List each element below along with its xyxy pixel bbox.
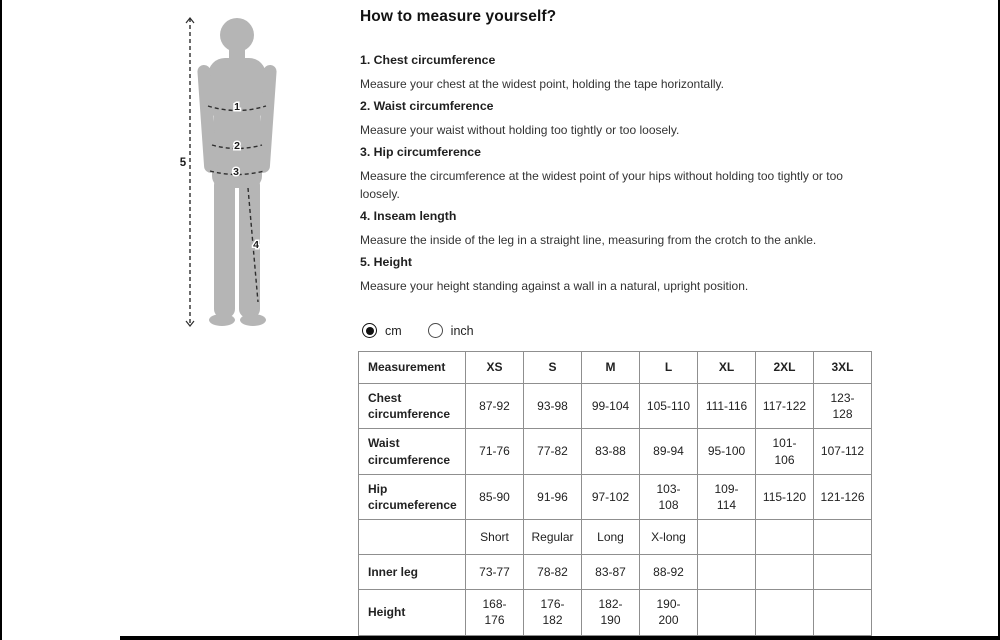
- size-cell: 71-76: [466, 429, 524, 474]
- header-row: [359, 352, 872, 384]
- size-cell: 190-200: [640, 590, 698, 635]
- size-cell: 77-82: [524, 429, 582, 474]
- size-cell: 182-190: [582, 590, 640, 635]
- size-cell: 93-98: [524, 384, 582, 429]
- instruction-text-chest: Measure your chest at the widest point, holding the tape horizontally.: [360, 77, 724, 91]
- size-chart: [358, 351, 872, 636]
- size-cell: 95-100: [698, 429, 756, 474]
- unit-inch-label[interactable]: inch: [450, 323, 474, 338]
- size-cell: 107-112: [814, 429, 872, 474]
- marker-hip: 3: [233, 166, 239, 178]
- marker-inseam: 4: [253, 239, 259, 251]
- size-table: [358, 351, 872, 636]
- table-row-fit: [359, 520, 872, 555]
- instruction-item: [360, 52, 858, 93]
- size-cell: Regular: [524, 520, 582, 555]
- marker-height: 5: [179, 157, 187, 169]
- size-cell: 117-122: [756, 384, 814, 429]
- size-cell: 123-128: [814, 384, 872, 429]
- col-header-3xl: 3XL: [814, 352, 872, 384]
- col-header-s: S: [524, 352, 582, 384]
- row-label: Hip circumeference: [359, 474, 466, 519]
- size-cell: [814, 590, 872, 635]
- size-cell: [756, 590, 814, 635]
- size-cell: X-long: [640, 520, 698, 555]
- row-label: Height: [359, 590, 466, 635]
- instruction-title-hip: 3. Hip circumference: [360, 145, 481, 159]
- size-cell: [698, 590, 756, 635]
- size-cell: 73-77: [466, 555, 524, 590]
- size-cell: 111-116: [698, 384, 756, 429]
- size-cell: 176-182: [524, 590, 582, 635]
- size-cell: Long: [582, 520, 640, 555]
- body-measurement-figure: [168, 8, 308, 334]
- unit-option-cm[interactable]: [362, 323, 402, 338]
- col-header-measurement: Measurement: [359, 352, 466, 384]
- col-header-m: M: [582, 352, 640, 384]
- table-row-inner-leg: [359, 555, 872, 590]
- unit-cm-label[interactable]: cm: [385, 323, 402, 338]
- size-cell: 121-126: [814, 474, 872, 519]
- measure-instructions: [360, 8, 858, 300]
- size-cell: 83-88: [582, 429, 640, 474]
- instruction-title-waist: 2. Waist circumference: [360, 99, 494, 113]
- instruction-title-inseam: 4. Inseam length: [360, 209, 457, 223]
- size-cell: 168-176: [466, 590, 524, 635]
- size-cell: [756, 555, 814, 590]
- size-cell: 109-114: [698, 474, 756, 519]
- size-cell: 78-82: [524, 555, 582, 590]
- marker-chest: 1: [234, 101, 240, 113]
- size-cell: [814, 520, 872, 555]
- size-cell: [698, 520, 756, 555]
- instruction-text-hip: Measure the circumference at the widest point of your hips without holding too tightly or too loosely.: [360, 169, 843, 201]
- size-cell: 89-94: [640, 429, 698, 474]
- radio-unselected-icon[interactable]: [428, 323, 443, 338]
- size-cell: 85-90: [466, 474, 524, 519]
- unit-toggle: [362, 323, 474, 338]
- instruction-item: [360, 208, 858, 249]
- col-header-l: L: [640, 352, 698, 384]
- instruction-text-height: Measure your height standing against a wall in a natural, upright position.: [360, 279, 749, 293]
- row-label: [359, 520, 466, 555]
- col-header-xs: XS: [466, 352, 524, 384]
- table-row-height: [359, 590, 872, 635]
- size-cell: 88-92: [640, 555, 698, 590]
- table-row-hip: [359, 474, 872, 519]
- instruction-item: [360, 98, 858, 139]
- instruction-text-waist: Measure your waist without holding too tightly or too loosely.: [360, 123, 680, 137]
- size-cell: 105-110: [640, 384, 698, 429]
- instruction-item: [360, 254, 858, 295]
- table-row-chest: [359, 384, 872, 429]
- screen-edge-bottom: [120, 636, 1000, 640]
- screen-edge-left: [0, 0, 2, 640]
- instruction-text-inseam: Measure the inside of the leg in a straight line, measuring from the crotch to the ankle.: [360, 233, 817, 247]
- size-cell: Short: [466, 520, 524, 555]
- page-title: How to measure yourself?: [360, 8, 557, 25]
- radio-selected-icon[interactable]: [362, 323, 377, 338]
- size-cell: 101-106: [756, 429, 814, 474]
- size-cell: [814, 555, 872, 590]
- row-label: Waist circumference: [359, 429, 466, 474]
- size-cell: 83-87: [582, 555, 640, 590]
- col-header-2xl: 2XL: [756, 352, 814, 384]
- row-label: Inner leg: [359, 555, 466, 590]
- size-cell: [756, 520, 814, 555]
- size-cell: 103-108: [640, 474, 698, 519]
- table-row-waist: [359, 429, 872, 474]
- size-cell: 115-120: [756, 474, 814, 519]
- instruction-title-height: 5. Height: [360, 255, 412, 269]
- unit-option-inch[interactable]: [428, 323, 474, 338]
- instruction-item: [360, 144, 858, 203]
- size-cell: 87-92: [466, 384, 524, 429]
- marker-waist: 2: [234, 140, 240, 152]
- size-cell: 91-96: [524, 474, 582, 519]
- instruction-title-chest: 1. Chest circumference: [360, 53, 496, 67]
- size-cell: 97-102: [582, 474, 640, 519]
- col-header-xl: XL: [698, 352, 756, 384]
- size-cell: 99-104: [582, 384, 640, 429]
- size-cell: [698, 555, 756, 590]
- row-label: Chest circumference: [359, 384, 466, 429]
